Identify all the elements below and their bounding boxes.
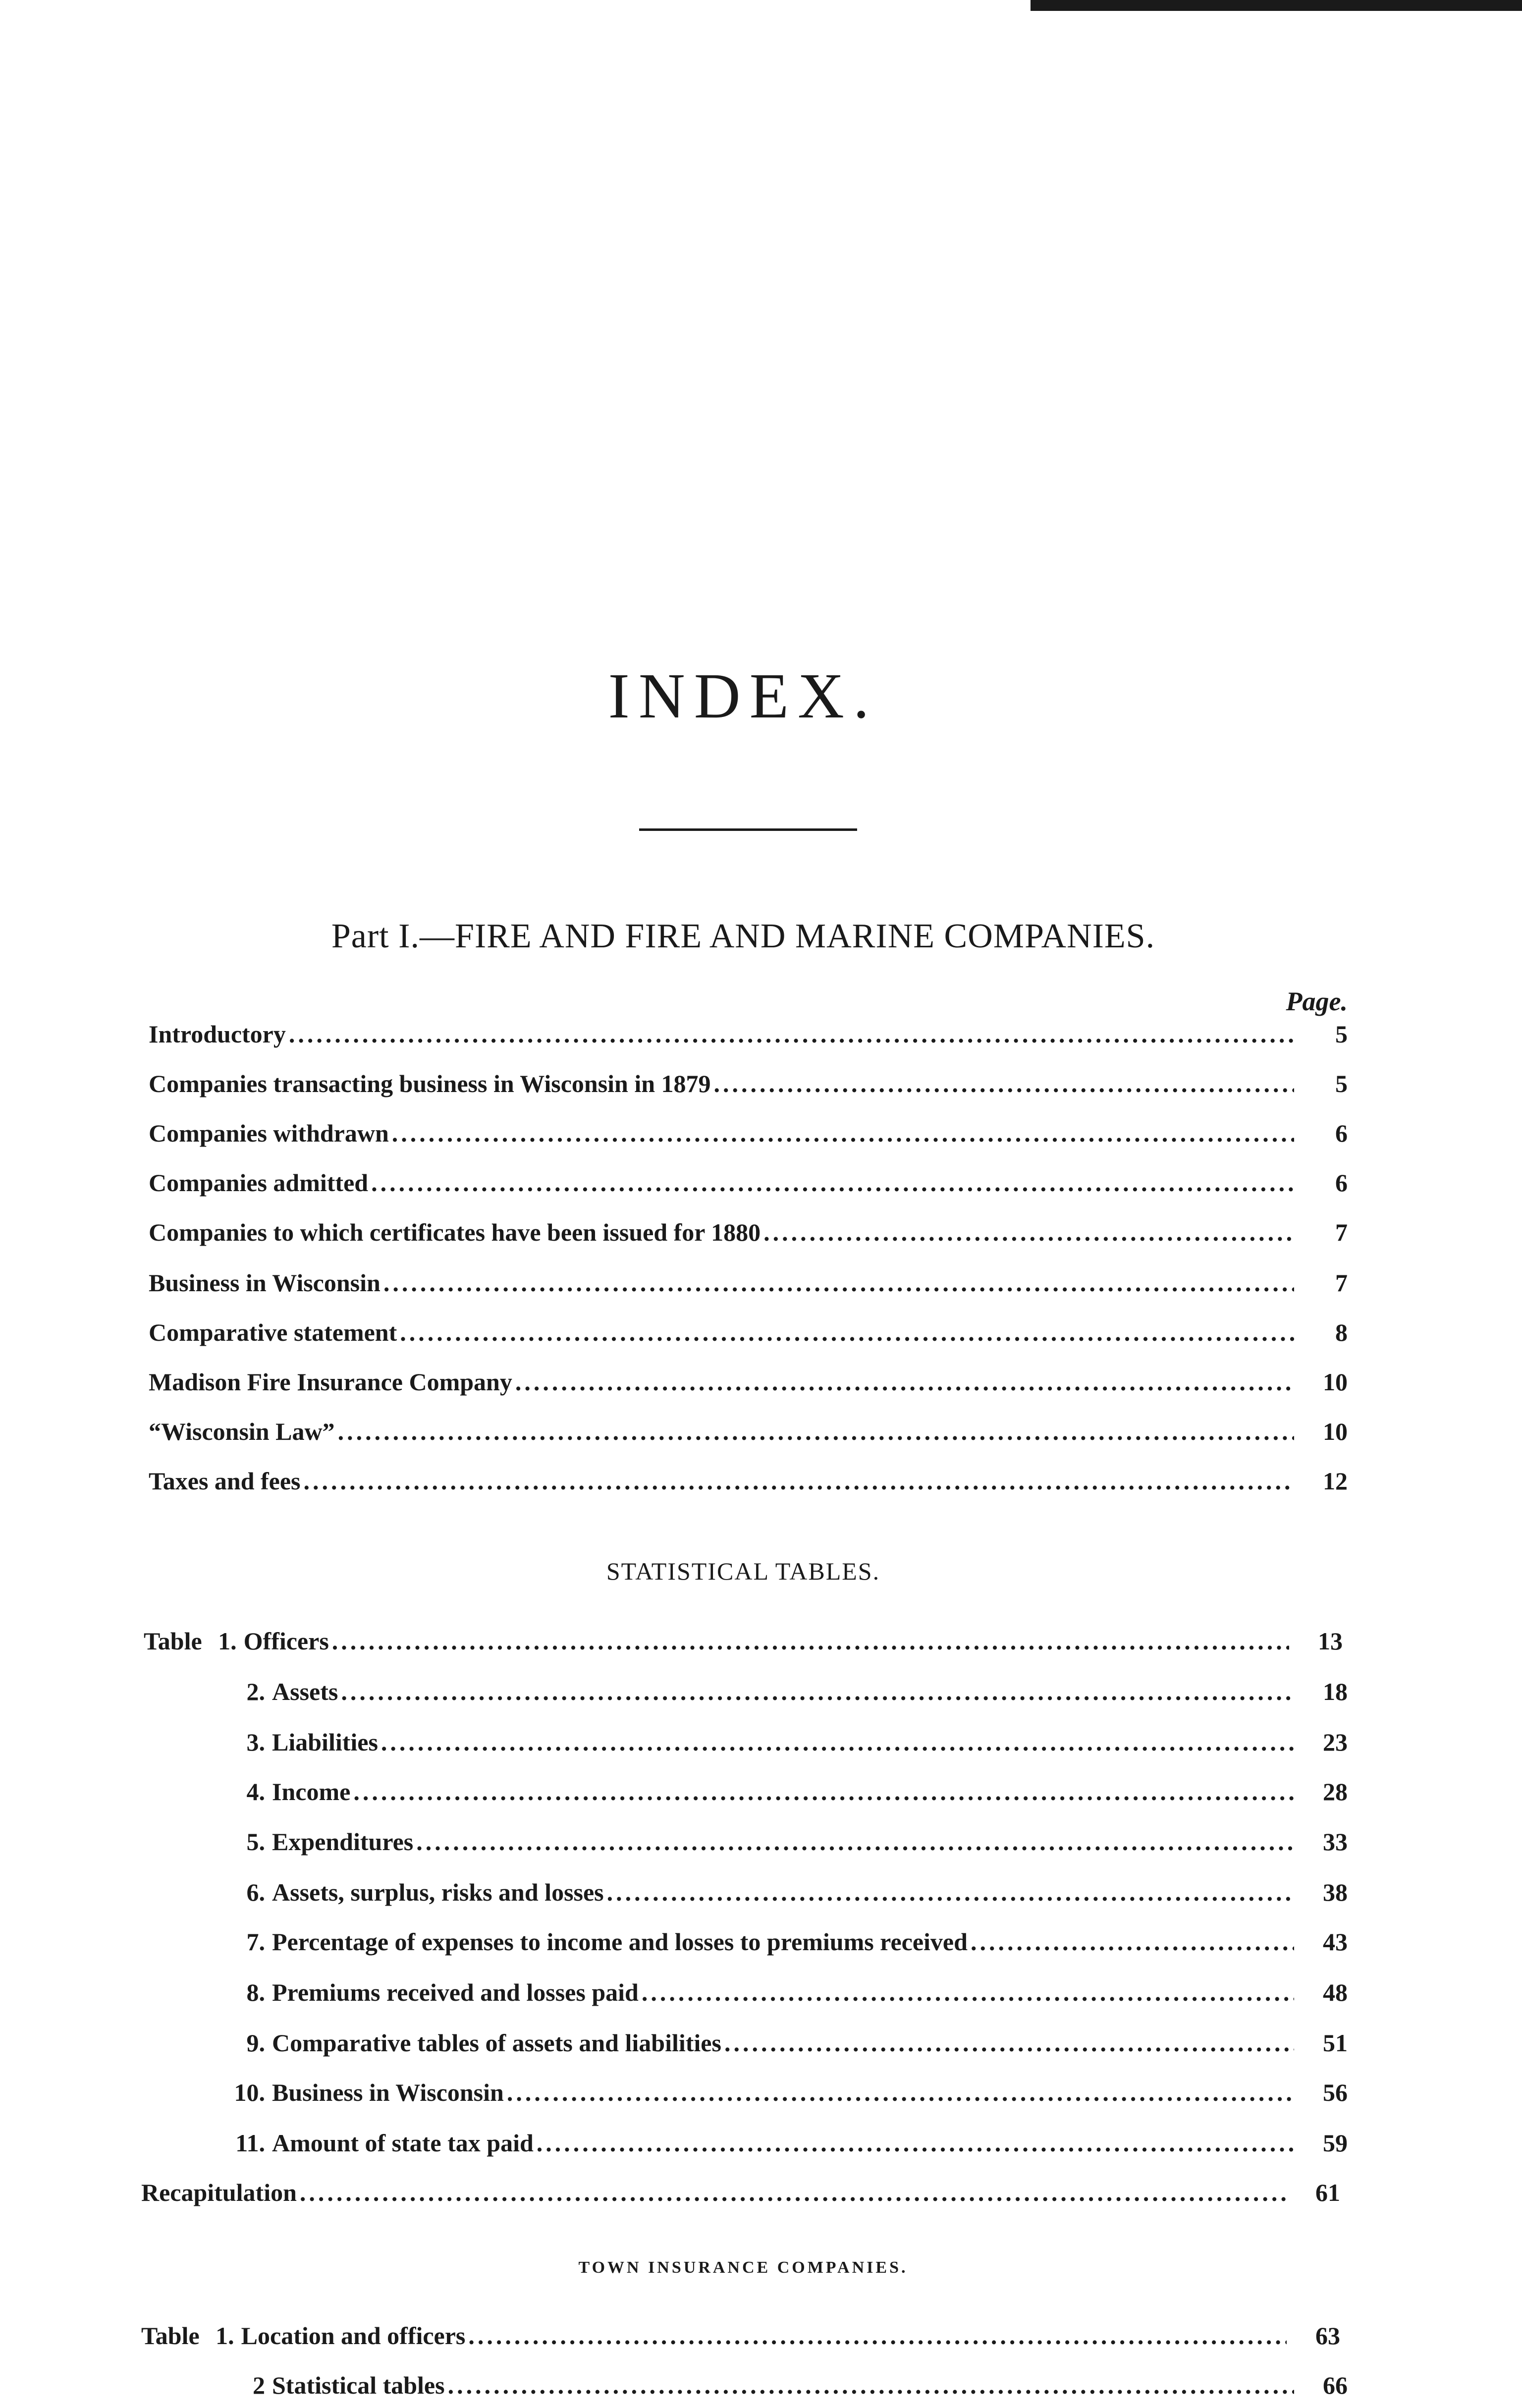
leader-dots — [763, 1218, 1294, 1247]
table-number: 6. — [246, 1878, 265, 1906]
entry-page: 23 — [1323, 1728, 1348, 1756]
table-entry — [149, 2028, 1348, 2063]
entry-page: 43 — [1323, 1928, 1348, 1956]
entry-page: 7 — [1335, 1218, 1348, 1246]
leader-dots — [507, 2078, 1294, 2107]
entry-page: 61 — [1315, 2179, 1340, 2206]
entry-label: Companies to which certificates have been issued for 1880 — [149, 1218, 761, 1246]
leader-dots — [515, 1368, 1294, 1396]
table-entry — [144, 1627, 1343, 1661]
table-number: 5. — [246, 1828, 265, 1856]
table-prefix: Table — [144, 1627, 202, 1655]
part-heading: Part I.—FIRE AND FIRE AND MARINE COMPANIES. — [331, 917, 1155, 955]
entry-label: Madison Fire Insurance Company — [149, 1368, 512, 1396]
entry-page: 66 — [1323, 2371, 1348, 2399]
entry-label: Percentage of expenses to income and losses to premiums received — [272, 1928, 968, 1956]
entry-page: 63 — [1315, 2322, 1340, 2350]
entry-label: Companies transacting business in Wisconsin in 1879 — [149, 1070, 711, 1097]
entry-label: Introductory — [149, 1020, 286, 1048]
entry-label: Officers — [243, 1627, 329, 1655]
entry-page: 7 — [1335, 1269, 1348, 1297]
table-prefix: Table — [141, 2322, 200, 2350]
table-entry — [149, 1827, 1348, 1862]
entry-page: 6 — [1335, 1169, 1348, 1197]
statistical-tables-heading: STATISTICAL TABLES. — [606, 1557, 880, 1585]
entry-label: Amount of state tax paid — [272, 2129, 534, 2157]
entry-label: Assets, surplus, risks and losses — [272, 1878, 604, 1906]
index-entry — [149, 1020, 1348, 1054]
index-entry — [149, 1318, 1348, 1353]
leader-dots — [537, 2129, 1294, 2157]
entry-label: Premiums received and losses paid — [272, 1978, 639, 2006]
leader-dots — [332, 1627, 1289, 1655]
leader-dots — [341, 1677, 1294, 1706]
table-number: 4. — [246, 1778, 265, 1806]
entry-label: “Wisconsin Law” — [149, 1418, 335, 1445]
index-entry — [149, 1119, 1348, 1153]
table-number: 2. — [246, 1678, 265, 1705]
leader-dots — [468, 2321, 1287, 2350]
table-entry — [149, 1978, 1348, 2013]
entry-label: Business in Wisconsin — [149, 1269, 380, 1297]
table-entry — [149, 1677, 1348, 1712]
entry-page: 51 — [1323, 2029, 1348, 2057]
leader-dots — [289, 1020, 1294, 1048]
entry-page: 5 — [1335, 1020, 1348, 1048]
leader-dots — [353, 1777, 1294, 1806]
table-entry — [149, 1777, 1348, 1812]
leader-dots — [714, 1069, 1294, 1098]
table-entry — [141, 2321, 1340, 2356]
table-number: 1. — [216, 2322, 234, 2350]
entry-page: 8 — [1335, 1318, 1348, 1346]
table-entry — [149, 1927, 1348, 1962]
leader-dots — [338, 1417, 1294, 1446]
entry-label: Income — [272, 1778, 351, 1806]
entry-page: 28 — [1323, 1778, 1348, 1806]
leader-dots — [642, 1978, 1294, 2007]
entry-label: Liabilities — [272, 1728, 378, 1756]
table-entry — [149, 2078, 1348, 2113]
leader-dots — [371, 1168, 1294, 1197]
index-entry — [149, 1168, 1348, 1203]
index-entry — [149, 1467, 1348, 1501]
entry-page: 10 — [1323, 1418, 1348, 1445]
table-number: 7. — [246, 1928, 265, 1956]
entry-label: Location and officers — [241, 2322, 466, 2350]
leader-dots — [392, 1119, 1294, 1148]
entry-page: 18 — [1323, 1678, 1348, 1705]
entry-page: 5 — [1335, 1070, 1348, 1097]
index-entry — [149, 1218, 1348, 1253]
page-column-label: Page. — [1286, 986, 1348, 1016]
entry-label: Companies withdrawn — [149, 1119, 389, 1147]
table-number: 9. — [246, 2029, 265, 2057]
table-entry — [149, 2129, 1348, 2163]
leader-dots — [400, 1318, 1294, 1347]
entry-page: 38 — [1323, 1878, 1348, 1906]
leader-dots — [607, 1878, 1294, 1907]
leader-dots — [300, 2178, 1287, 2207]
entry-page: 48 — [1323, 1978, 1348, 2006]
index-entry — [149, 1268, 1348, 1303]
entry-page: 12 — [1323, 1467, 1348, 1495]
entry-label: Taxes and fees — [149, 1467, 301, 1495]
entry-label: Recapitulation — [141, 2179, 297, 2206]
entry-label: Comparative tables of assets and liabilities — [272, 2029, 721, 2057]
entry-label: Companies admitted — [149, 1169, 369, 1197]
leader-dots — [448, 2371, 1294, 2400]
entry-page: 6 — [1335, 1119, 1348, 1147]
entry-page: 13 — [1318, 1627, 1343, 1655]
table-number: 3. — [246, 1728, 265, 1756]
table-entry — [149, 1878, 1348, 1913]
recapitulation-entry — [141, 2178, 1340, 2213]
index-entry — [149, 1417, 1348, 1452]
entry-page: 56 — [1323, 2079, 1348, 2106]
entry-label: Assets — [272, 1678, 338, 1705]
entry-label: Statistical tables — [272, 2371, 445, 2399]
table-number: 11. — [235, 2129, 265, 2157]
title-divider — [639, 828, 857, 831]
table-entry — [149, 2371, 1348, 2406]
table-number: 2 — [253, 2371, 265, 2399]
leader-dots — [724, 2028, 1294, 2057]
leader-dots — [381, 1728, 1294, 1756]
entry-page: 10 — [1323, 1368, 1348, 1396]
index-entry — [149, 1368, 1348, 1402]
table-number: 10. — [234, 2079, 265, 2106]
leader-dots — [416, 1827, 1294, 1856]
entry-page: 33 — [1323, 1828, 1348, 1856]
table-number: 8. — [246, 1978, 265, 2006]
leader-dots — [383, 1268, 1294, 1297]
index-entry — [149, 1069, 1348, 1104]
entry-label: Expenditures — [272, 1828, 414, 1856]
entry-label: Business in Wisconsin — [272, 2079, 504, 2106]
leader-dots — [304, 1467, 1294, 1495]
table-number: 1. — [218, 1627, 237, 1655]
entry-page: 59 — [1323, 2129, 1348, 2157]
table-entry — [149, 1728, 1348, 1762]
entry-label: Comparative statement — [149, 1318, 397, 1346]
town-insurance-heading: TOWN INSURANCE COMPANIES. — [578, 2258, 908, 2277]
top-edge-rule — [1031, 0, 1522, 11]
page-title: INDEX. — [608, 660, 878, 732]
leader-dots — [971, 1927, 1294, 1956]
